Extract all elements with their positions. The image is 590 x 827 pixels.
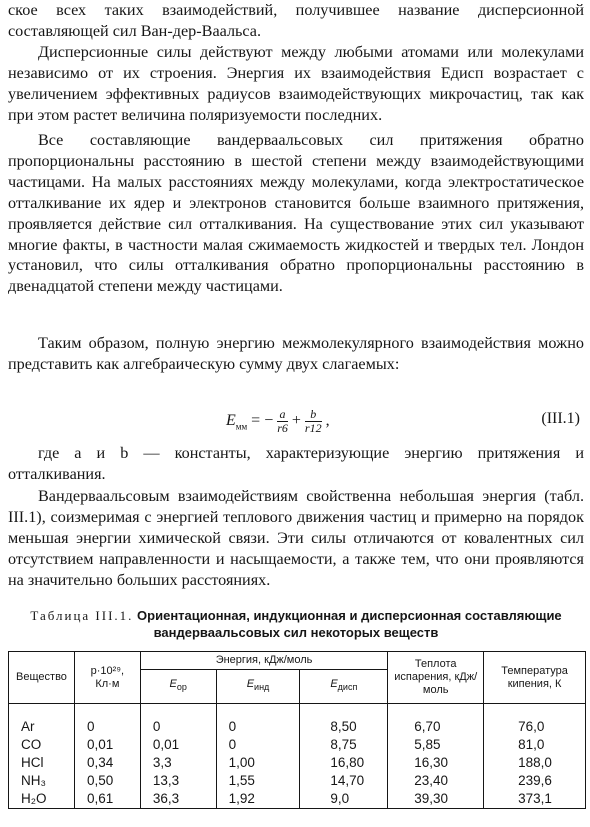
- header-e-or: $E_{ор}$: [140, 670, 216, 704]
- paragraph-vdw-forces: Все составляющие вандерваальсовых сил притяжения обратно пропорциональны расстоянию в шестой степени между взаимодействующими частицами. На малых расстояниях между молекулами, когда электростатическое отталкивание их ядер и электронов становится больше взаимного притяжения, проявляется действие сил отталкивания. На существование этих сил указывают многие факты, в частности малая сжимаемость жидкостей и твердых тел. Лондон установил, что силы отталкивания обратно пропорциональны расстоянию в двенадцатой степени между частицами.: [8, 131, 584, 296]
- cell-temp: 188,0: [484, 754, 586, 772]
- header-e-ind: $E_{инд}$: [216, 670, 300, 704]
- table-row: [9, 704, 586, 737]
- denominator-r6: r6: [277, 421, 288, 435]
- formula-lhs-subscript: мм: [235, 421, 248, 432]
- cell-heat: 5,85: [388, 736, 484, 754]
- paragraph-vdw-energy: Вандерваальсовым взаимодействиям свойственна небольшая энергия (табл. III.1), соизмеримая с энергией теплового движения частиц и примерно на порядок меньшая энергии химической связи. Эти силы отличаются от ковалентных сил отсутствием направленности и насыщаемости, а также тем, что они проявляются на значительно больших расстояниях.: [8, 487, 584, 589]
- cell-e-disp: 14,70: [300, 772, 388, 790]
- cell-e-disp: 16,80: [300, 754, 388, 772]
- cell-moment: 0: [74, 704, 140, 737]
- table-caption-text: Ориентационная, индукционная и дисперсионная составляющие вандерваальсовых сил некоторых веществ: [137, 608, 562, 640]
- formula-III-1: [0, 400, 590, 440]
- cell-substance: CO: [9, 736, 75, 754]
- cell-substance: HCl: [9, 754, 75, 772]
- fraction-a-r6: [277, 408, 288, 435]
- header-heat-evaporation: Теплота испарения, кДж/моль: [388, 652, 484, 704]
- paragraph-dispersion: Дисперсионные силы действуют между любыми атомами или молекулами независимо от их строения. Энергия их взаимодействия Eдисп возрастает с увеличением эффективных радиусов взаимодействующих микрочастиц, так как при этом растет величина поляризуемости последних.: [8, 43, 584, 124]
- cell-e-ind: 0: [216, 704, 300, 737]
- header-boiling-temp: Температура кипения, К: [484, 652, 586, 704]
- formula-plus: +: [287, 412, 305, 430]
- cell-moment: 0,50: [74, 772, 140, 790]
- formula-equals: = −: [247, 412, 278, 430]
- cell-heat: 6,70: [388, 704, 484, 737]
- cell-substance: H₂O: [9, 790, 75, 809]
- cell-e-disp: 9,0: [300, 790, 388, 809]
- denominator-r12: r12: [304, 421, 322, 435]
- cell-substance: Ar: [9, 704, 75, 737]
- numerator-b: b: [305, 408, 322, 422]
- cell-e-disp: 8,75: [300, 736, 388, 754]
- cell-heat: 39,30: [388, 790, 484, 809]
- cell-e-ind: 1,92: [216, 790, 300, 809]
- formula-expression: [226, 408, 330, 435]
- table-row: [9, 790, 586, 809]
- cell-e-or: 13,3: [140, 772, 216, 790]
- header-substance: Вещество: [9, 652, 75, 704]
- formula-lhs: E: [226, 412, 236, 430]
- cell-e-or: 3,3: [140, 754, 216, 772]
- header-e-disp: $E_{дисп}$: [300, 670, 388, 704]
- cell-e-ind: 0: [216, 736, 300, 754]
- cell-heat: 23,40: [388, 772, 484, 790]
- table-row: [9, 754, 586, 772]
- cell-substance: NH₃: [9, 772, 75, 790]
- cell-temp: 239,6: [484, 772, 586, 790]
- header-dipole-moment: p·10²⁹, Кл·м: [74, 652, 140, 704]
- cell-e-or: 0: [140, 704, 216, 737]
- numerator-a: a: [277, 408, 288, 422]
- paragraph-constants: где a и b — константы, характеризующие энергию притяжения и отталкивания.: [8, 444, 584, 483]
- cell-e-ind: 1,00: [216, 754, 300, 772]
- cell-e-or: 0,01: [140, 736, 216, 754]
- header-energy: Энергия, кДж/моль: [140, 652, 387, 670]
- formula-number: (III.1): [541, 410, 580, 427]
- cell-moment: 0,34: [74, 754, 140, 772]
- cell-heat: 16,30: [388, 754, 484, 772]
- table-caption: [8, 607, 584, 641]
- cell-moment: 0,01: [74, 736, 140, 754]
- cell-temp: 373,1: [484, 790, 586, 809]
- cell-moment: 0,61: [74, 790, 140, 809]
- formula-tail: ,: [321, 412, 330, 430]
- cell-e-disp: 8,50: [300, 704, 388, 737]
- cell-temp: 81,0: [484, 736, 586, 754]
- paragraph-intro: ское всех таких взаимодействий, получившее название дисперсионной составляющей сил Ван-дер-Ваальса.: [8, 1, 584, 40]
- substances-table: [8, 651, 586, 809]
- cell-temp: 76,0: [484, 704, 586, 737]
- table-caption-label: Таблица III.1.: [30, 608, 134, 623]
- cell-e-or: 36,3: [140, 790, 216, 809]
- paragraph-total-energy: Таким образом, полную энергию межмолекулярного взаимодействия можно представить как алгебраическую сумму двух слагаемых:: [8, 334, 584, 373]
- fraction-b-r12: [305, 408, 322, 435]
- table-row: [9, 772, 586, 790]
- table-row: [9, 736, 586, 754]
- cell-e-ind: 1,55: [216, 772, 300, 790]
